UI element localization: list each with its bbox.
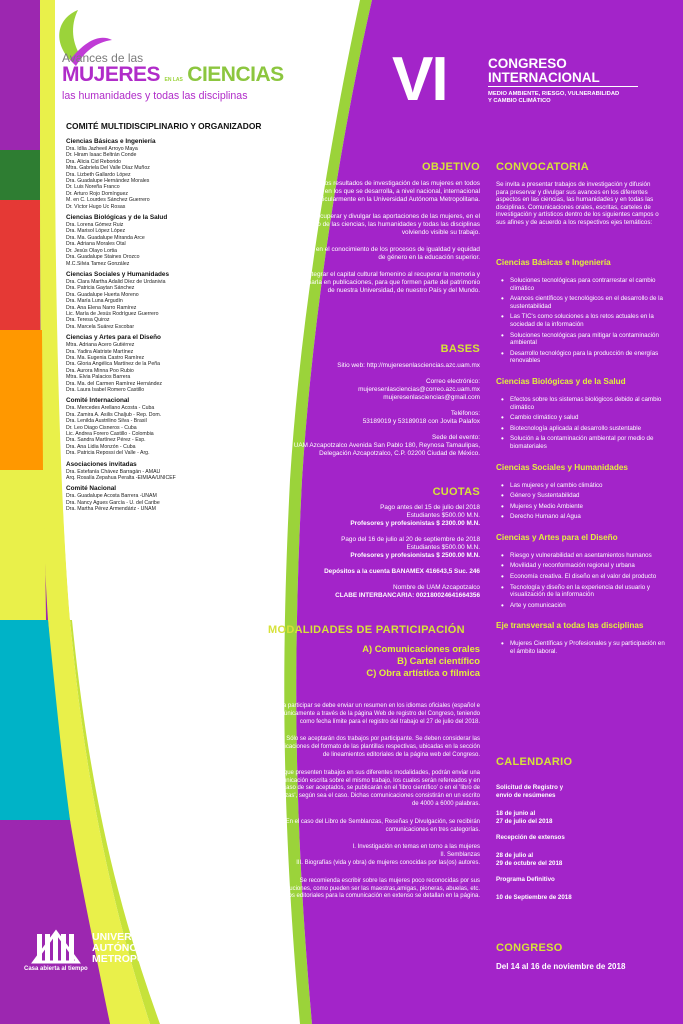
objetivo-body bbox=[290, 180, 480, 304]
committee-member: Dra. Alicia Cid Reborido bbox=[66, 158, 122, 165]
bases-sede-label: Sede del evento: bbox=[432, 434, 480, 441]
committee-member: Dra. Lizbeth Gallardo López bbox=[66, 171, 131, 178]
calendario-title: CALENDARIO bbox=[496, 756, 573, 768]
committee-member: Dr. Arturo Rojo Domínguez bbox=[66, 190, 128, 197]
committee-member: Mtra. Adriana Acero Gutiérrez bbox=[66, 342, 135, 349]
committee-member: Dra. Laura Isabel Romero Castillo bbox=[66, 387, 145, 393]
committee-member: Dra. Zamira A. Asilis Chaljub - Rep. Dom. bbox=[66, 411, 162, 418]
roman-numeral: VI bbox=[392, 45, 447, 114]
bases-sede-2: Delegación Azcapotzalco, C.P. 02200 Ciudad de México. bbox=[319, 450, 480, 457]
uam-logo-text bbox=[92, 932, 183, 965]
committee-member: Dra. María Luna Argudín bbox=[66, 298, 123, 305]
congreso-dates-title: CONGRESO bbox=[496, 942, 563, 954]
committee-member: Dra. Lenilda Austrilino Silva - Brasil bbox=[66, 418, 147, 425]
area-items bbox=[496, 482, 668, 521]
calendario-body bbox=[496, 784, 666, 902]
cuota-2-date: Pago del 16 de julio al 20 de septiembre de 2018 bbox=[341, 536, 480, 543]
committee-member: Dra. Estefanía Chávez Barragán - AMAU bbox=[66, 468, 161, 475]
bases-site: Sitio web: http://mujeresenlasciencias.azc.uam.mx bbox=[337, 362, 480, 369]
cuota-account-name: Nombre de UAM Azcapotzalco bbox=[392, 584, 480, 591]
bases-tel: 53189019 y 53189018 con Jovita Palafox bbox=[362, 418, 480, 425]
cuota-1-students: Estudiantes $500.00 M.N. bbox=[406, 512, 480, 519]
logo-enlas: EN LAS bbox=[164, 77, 183, 83]
committee-member: Dra. Ana Lidia Monzón - Cuba bbox=[66, 443, 136, 450]
committee-member: Dra. Aurora Minna Poo Rubio bbox=[66, 367, 134, 374]
area-item: • Soluciones tecnológicas para contrarrestar el cambio climático bbox=[510, 277, 668, 292]
modalidades-paragraph: Para participar se debe enviar un resumen en los idiomas oficiales (español e inglés) únicamente a través de la página Web de registro del Congreso, teniendo como fecha límite para el registro del trabajo el 27 de julio del 2018. bbox=[264, 703, 480, 725]
committee-member: Dra. Yadira Alatriste Martínez bbox=[66, 348, 134, 355]
committee-member: Dra. Guadalupe Acosta Barrera -UNAM bbox=[66, 493, 157, 500]
cuota-clabe: CLABE INTERBANCARIA: 002180024641664356 bbox=[335, 592, 480, 599]
congreso-dates: Del 14 al 16 de noviembre de 2018 bbox=[496, 962, 626, 971]
cal-label-4: Programa Definitivo bbox=[496, 876, 555, 883]
committee-member: Dr. Leo Diago Cisneros - Cuba bbox=[66, 424, 137, 431]
committee-member: Dra. Sandra Martínez Pérez - Esp. bbox=[66, 437, 146, 444]
committee-member: Mtra. Elvia Palacios Barrera bbox=[66, 374, 131, 381]
modalidades-category: I. Investigación en temas en torno a las mujeres bbox=[352, 844, 480, 851]
committee-group-heading: Ciencias Biológicas y de la Salud bbox=[66, 214, 168, 222]
committee-group-heading: Ciencias Básicas e Ingeniería bbox=[66, 138, 156, 145]
cal-label-2: envío de resúmenes bbox=[496, 792, 556, 799]
cuota-deposit: Depósitos a la cuenta BANAMEX 416643,5 Suc. 246 bbox=[324, 568, 480, 575]
area-item: • Biotecnología aplicada al desarrollo sustentable bbox=[510, 425, 668, 433]
convocatoria-areas bbox=[496, 258, 668, 668]
modalidades-category: III. Biografías (vida y obra) de mujeres conocidas por las(os) autores. bbox=[296, 859, 480, 866]
committee-member: Dra. Ma. del Carmen Ramírez Hernández bbox=[66, 380, 163, 387]
committee-member: Dra. Nancy Agues García - U. del Caribe bbox=[66, 499, 160, 506]
modalidades-category: II. Semblanzas bbox=[440, 852, 480, 859]
congreso-title: CONGRESO bbox=[488, 56, 567, 71]
committee-member: Dra. Idlia Jazheeil Arroyo Maya bbox=[66, 146, 138, 152]
area-item: • Movilidad y reconformación regional y urbana bbox=[510, 562, 668, 570]
committee-member: Dra. Guadalupe Huerta Moreno bbox=[66, 291, 139, 298]
modalidades-body bbox=[262, 703, 480, 901]
area-item: • Soluciones tecnológicas para mitigar la contaminación ambiental bbox=[510, 332, 668, 347]
logo-subtitle: las humanidades y todas las disciplinas bbox=[62, 90, 248, 102]
committee-member: Dra. Ma. Guadalupe Miranda Arce bbox=[66, 234, 145, 241]
uam-line-1: UNIVERSIDAD bbox=[92, 931, 165, 943]
committee-member: Dra. Adriana Morales Otal bbox=[66, 241, 126, 248]
cuotas-body bbox=[250, 504, 480, 600]
committee-group-heading: Ciencias y Artes para el Diseño bbox=[66, 334, 161, 342]
logo-ciencias: CIENCIAS bbox=[187, 63, 284, 86]
theme-line-2: Y CAMBIO CLIMÁTICO bbox=[488, 98, 551, 104]
committee-member: Dra. Ana Elena Narro Ramírez bbox=[66, 304, 137, 311]
objetivo-paragraph: Avanzar en el conocimiento de los procesos de igualdad y equidad de género en la educación superior. bbox=[290, 246, 480, 261]
committee-member: Dra. Gloria Angélica Martínez de la Peña bbox=[66, 361, 160, 368]
bases-email-2: mujeresenlasciencias@gmail.com bbox=[383, 394, 480, 401]
committee-member: Dra. Teresa Quiroz bbox=[66, 317, 110, 324]
committee-member: Lic. María de Jesús Rodríguez Guerrero bbox=[66, 310, 159, 317]
area-item: • Desarrollo tecnológico para la producción de energías renovables bbox=[510, 350, 668, 365]
cal-date-2a: 28 de julio al bbox=[496, 852, 534, 859]
event-logo bbox=[62, 52, 302, 102]
area-items bbox=[496, 277, 668, 365]
objetivo-paragraph: Recuperar y divulgar las aportaciones de las mujeres, en el desarrollo de las ciencias, las humanidades y todas las disciplinas volviendo visible su trabajo. bbox=[292, 213, 480, 236]
area-item: • Economía creativa. El diseño en el valor del producto bbox=[510, 573, 668, 581]
area-item: • Derecho Humano al Agua bbox=[510, 513, 668, 521]
area-item: • Arte y comunicación bbox=[510, 602, 668, 610]
uam-motto: Casa abierta al tiempo bbox=[24, 966, 88, 972]
committee-member: Mtra. Gabriela Del Valle Díaz Muñoz bbox=[66, 165, 150, 172]
area-item: • Solución a la contaminación ambiental por medio de biomateriales bbox=[510, 435, 668, 450]
committee-title: COMITÉ MULTIDISCIPLINARIO Y ORGANIZADOR bbox=[66, 121, 262, 131]
cuota-2-students: Estudiantes $500.00 M.N. bbox=[406, 544, 480, 551]
committee-member: Dra. Patricia Gaytan Sánchez bbox=[66, 285, 135, 292]
committee-member: Dra. Mercedes Arellano Acosta - Cuba bbox=[66, 405, 155, 412]
committee-member: Dra. Ma. Eugenia Castro Ramírez bbox=[66, 354, 145, 361]
committee-group-heading: Asociaciones invitadas bbox=[66, 460, 137, 468]
area-item: • Efectos sobre los sistemas biológicos debido al cambio climático bbox=[510, 396, 668, 411]
area-item: • Riesgo y vulnerabilidad en asentamientos humanos bbox=[510, 552, 668, 560]
objetivo-paragraph: Difundir los resultados de investigación de las mujeres en todos los ámbitos en los que se desarrolla, a nivel nacional, internacional y particularmente en la Universidad Autónoma Metropolitana. bbox=[290, 180, 480, 203]
cal-date-1a: 18 de junio al bbox=[496, 810, 536, 817]
committee-list bbox=[66, 134, 266, 513]
cal-date-3: 10 de Septiembre de 2018 bbox=[496, 894, 572, 901]
committee-member: Dra. Martha Pérez Armendáriz - UNAM bbox=[66, 506, 156, 513]
area-item: • Cambio climático y salud bbox=[510, 414, 668, 422]
area-title: Ciencias Básicas e Ingeniería bbox=[496, 258, 611, 267]
committee-member: Dr. Víctor Hugo Uc Rosas bbox=[66, 203, 126, 210]
area-item: • Avances científicos y tecnológicos en el desarrollo de la sustentabilidad bbox=[510, 295, 668, 310]
convocatoria-title: CONVOCATORIA bbox=[496, 161, 590, 173]
cuota-2-professors: Profesores y profesionistas $ 2500.00 M.N. bbox=[350, 552, 480, 559]
modalidades-options bbox=[290, 643, 480, 679]
logo-mujeres: MUJERES bbox=[62, 63, 161, 86]
modalidad-b: B) Cartel científico bbox=[397, 655, 480, 666]
modalidad-c: C) Obra artística o fílmica bbox=[366, 667, 480, 678]
committee-member: M. en C. Lourdes Sánchez Guerrero bbox=[66, 197, 150, 204]
committee-member: Dra. Patricia Repossi del Valle - Arg. bbox=[66, 450, 150, 457]
committee-member: Dra. Marcela Suárez Escobar bbox=[66, 323, 135, 330]
committee-member: M.C.Silvia Tamez González bbox=[66, 260, 130, 267]
internacional-title: INTERNACIONAL bbox=[488, 70, 600, 85]
cal-date-2b: 29 de octubre del 2018 bbox=[496, 860, 563, 867]
header-rule bbox=[488, 86, 638, 87]
area-item: • Género y Sustentabilidad bbox=[510, 492, 668, 500]
modalidades-paragraph: Sólo se aceptarán dos trabajos por participante. Se deben considerar las especificaciones del formato de las plantillas respectivas, ubicadas en la sección de lineamientos editoriales de la página web del Congreso. bbox=[265, 736, 480, 758]
committee-member: Dra. Lorena Gómez Ruiz bbox=[66, 222, 124, 229]
area-items bbox=[496, 396, 668, 451]
committee-member: Dra. Guadalupe Staines Orozco bbox=[66, 254, 140, 261]
area-title: Ciencias y Artes para el Diseño bbox=[496, 532, 618, 542]
committee-member: Lic. Andrea Forero Castillo - Colombia bbox=[66, 431, 154, 438]
area-item: • Las mujeres y el cambio climático bbox=[510, 482, 668, 490]
bases-email-label: Correo electrónico: bbox=[426, 378, 480, 385]
bases-email-1: mujeresenlasciencias@correo.azc.uam.mx bbox=[358, 386, 480, 393]
objetivo-paragraph: Integrar el capital cultural femenino al recuperar la memoria y plasmarla en publicaciones, para que formen parte del patrimonio de nuestra Universidad, de nuestro País y del Mundo. bbox=[294, 271, 480, 294]
area-items bbox=[496, 552, 668, 610]
area-item: • Mujeres y Medio Ambiente bbox=[510, 503, 668, 511]
objetivo-title: OBJETIVO bbox=[421, 161, 480, 173]
theme-line-1: MEDIO AMBIENTE, RIESGO, VULNERABILIDAD bbox=[488, 91, 620, 97]
uam-line-2: AUTÓNOMA bbox=[92, 942, 154, 954]
area-item: • Mujeres Científicas y Profesionales y su participación en el ámbito laboral. bbox=[510, 640, 668, 655]
cuotas-title: CUOTAS bbox=[432, 486, 480, 498]
committee-group-heading: Ciencias Sociales y Humanidades bbox=[66, 270, 170, 278]
committee-member: Dr. Hiram Isaac Beltrán Conde bbox=[66, 152, 137, 159]
area-title: Eje transversal a todas las disciplinas bbox=[496, 621, 644, 631]
area-items bbox=[496, 640, 668, 655]
cuota-1-date: Pago antes del 15 de julio del 2018 bbox=[380, 504, 480, 511]
modalidad-a: A) Comunicaciones orales bbox=[362, 643, 480, 654]
cuota-1-professors: Profesores y profesionistas $ 2300.00 M.N. bbox=[350, 520, 480, 527]
committee-member: Dr. Jesús Olayo Lortia bbox=[66, 247, 118, 254]
committee-member: Arq. Rosalía Zepahua Peralta -EIMIAA/UNICEF bbox=[66, 475, 176, 482]
modalidades-title: MODALIDADES DE PARTICIPACIÓN bbox=[268, 624, 465, 636]
modalidades-final: Se recomienda escribir sobre las mujeres poco reconocidas por sus contribuciones, como pueden ser las maestras,amigas, pioneras, abuelas, etc. Los criterios editoriales para la comunicación en extenso se detallan en la página. bbox=[262, 877, 480, 900]
committee-group-heading: Comité Internacional bbox=[66, 397, 130, 405]
area-item: • Tecnología y diseño en la experiencia del usuario y visualización de la información bbox=[510, 584, 668, 599]
cal-label-3: Recepción de extensos bbox=[496, 834, 565, 841]
bases-sede-1: UAM Azcapotzalco Avenida San Pablo 180, Reynosa Tamaulipas, bbox=[293, 442, 480, 449]
committee-group-heading: Comité Nacional bbox=[66, 485, 117, 493]
committee-member: Dr. Luis Noreña Franco bbox=[66, 184, 120, 191]
area-title: Ciencias Sociales y Humanidades bbox=[496, 462, 628, 472]
bases-title: BASES bbox=[440, 343, 480, 355]
convocatoria-text: Se invita a presentar trabajos de investigación y difusión para preservar y divulgar sus avances en los diferentes aspectos en las ciencias, las humanidades y en todas las disciplinas. Comunicaciones orales, escritas, carteles de investigación y artísticos dentro de los siguientes campos o sus afines y de acuerdo a los respectivos ejes temáticos: bbox=[496, 181, 659, 226]
modalidades-paragraph: Los que presenten trabajos en sus diferentes modalidades, podrán enviar una comunicación escrita sobre el mismo trabajo, los cuales serán refereados y en caso de ser aceptados, se publicarán en el 'libro científico' o en el 'libro de semblanzas', según sea el caso. Dichas comunicaciones consistirán en un escrito de 4000 a 6000 palabras. bbox=[262, 769, 480, 807]
committee-member: Dra. Marisol López López bbox=[66, 228, 126, 235]
bases-tel-label: Teléfonos: bbox=[450, 410, 480, 417]
uam-line-3: METROPOLITANA bbox=[92, 953, 183, 965]
cal-date-1b: 27 de julio del 2018 bbox=[496, 818, 553, 825]
modalidades-paragraph: En el caso del Libro de Semblanzas, Reseñas y Divulgación, se recibirán comunicaciones en tres categorías. bbox=[285, 818, 480, 833]
bases-body bbox=[250, 362, 480, 458]
committee-member: Dra. Guadalupe Hernández Morales bbox=[66, 178, 150, 185]
area-title: Ciencias Biológicas y de la Salud bbox=[496, 376, 626, 386]
cal-label-1: Solicitud de Registro y bbox=[496, 784, 564, 791]
committee-member: Dra. Clara Martha Adalid Díez de Urdanivia bbox=[66, 278, 166, 285]
logo-top-text: Avances de las bbox=[62, 51, 144, 65]
area-item: • Las TIC's como soluciones a los retos actuales en la sociedad de la información bbox=[510, 313, 668, 328]
